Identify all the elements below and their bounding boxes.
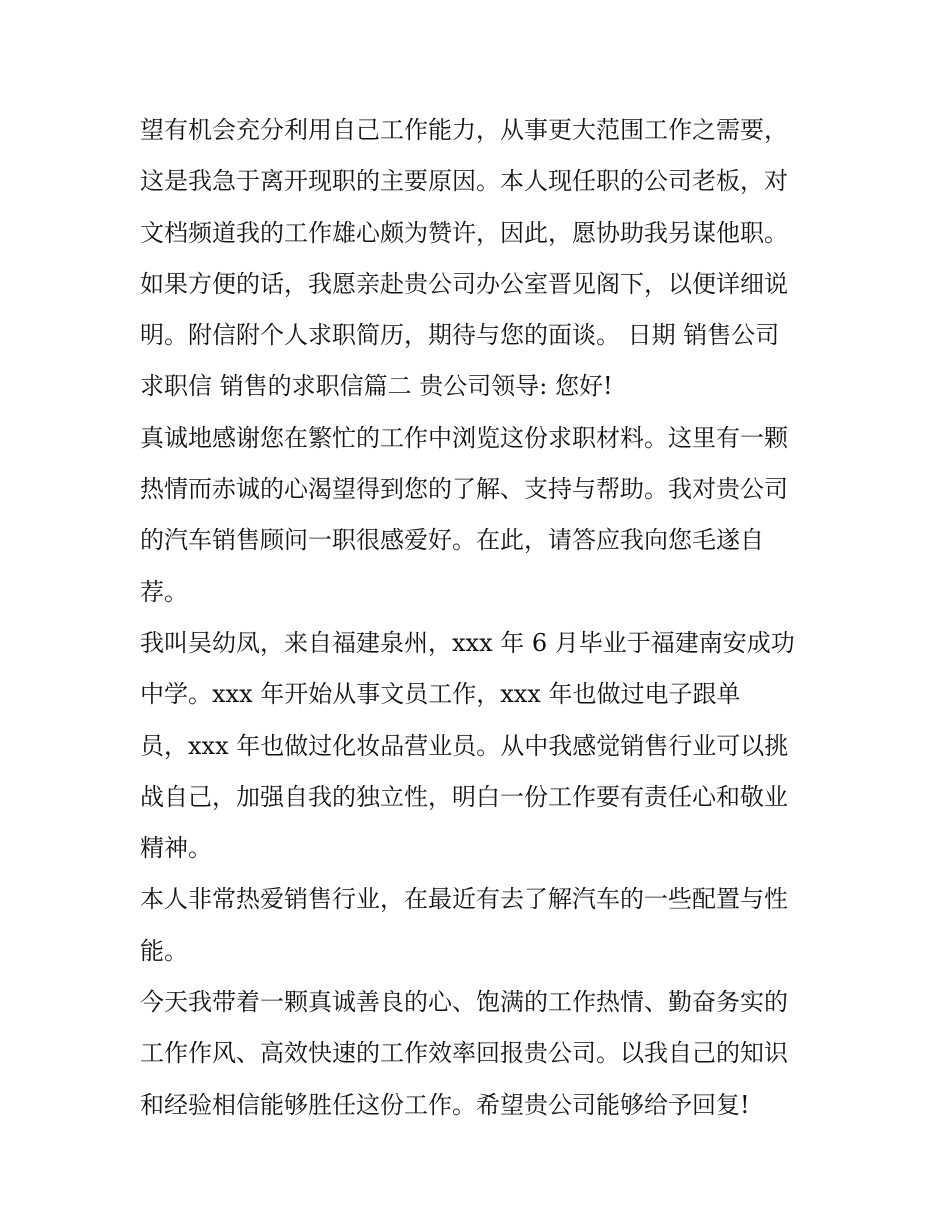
- text-line: 工作作风、高效快速的工作效率回报贵公司。以我自己的知识: [140, 1039, 788, 1068]
- document-body: [140, 105, 820, 1131]
- text-line: 望有机会充分利用自己工作能力，从事更大范围工作之需要，: [140, 116, 788, 144]
- text-line: 真诚地感谢您在繁忙的工作中浏览这份求职材料。这里有一颗: [140, 423, 788, 452]
- text-line: 明。附信附个人求职简历，期待与您的面谈。 日期 销售公司: [140, 321, 780, 350]
- text-line: 求职信 销售的求职信篇二 贵公司领导: 您好!: [140, 372, 613, 401]
- text-line: 精神。: [140, 834, 212, 863]
- text-line: 的汽车销售顾问一职很感爱好。在此，请答应我向您毛遂自: [140, 526, 764, 555]
- text-line: 热情而赤诚的心渴望得到您的了解、支持与帮助。我对贵公司: [140, 475, 788, 504]
- text-line: 文档频道我的工作雄心颇为赞许，因此，愿协助我另谋他职。: [140, 218, 788, 247]
- text-line: 和经验相信能够胜任这份工作。希望贵公司能够给予回复!: [140, 1090, 750, 1119]
- text-line: 这是我急于离开现职的主要原因。本人现任职的公司老板，对: [140, 167, 788, 196]
- text-line: 荐。: [140, 577, 188, 606]
- text-line: 今天我带着一颗真诚善良的心、饱满的工作热情、勤奋务实的: [140, 988, 788, 1017]
- text-line: 我叫吴幼凤，来自福建泉州，xxx 年 6 月毕业于福建南安成功: [140, 628, 795, 657]
- text-line: 如果方便的话，我愿亲赴贵公司办公室晋见阁下，以便详细说: [140, 269, 788, 298]
- text-line: 战自己，加强自我的独立性，明白一份工作要有责任心和敬业: [140, 782, 788, 811]
- text-line: 中学。xxx 年开始从事文员工作，xxx 年也做过电子跟单: [140, 680, 741, 709]
- text-line: 能。: [140, 936, 188, 965]
- text-line: 员，xxx 年也做过化妆品营业员。从中我感觉销售行业可以挑: [140, 731, 789, 760]
- text-line: 本人非常热爱销售行业，在最近有去了解汽车的一些配置与性: [140, 885, 788, 914]
